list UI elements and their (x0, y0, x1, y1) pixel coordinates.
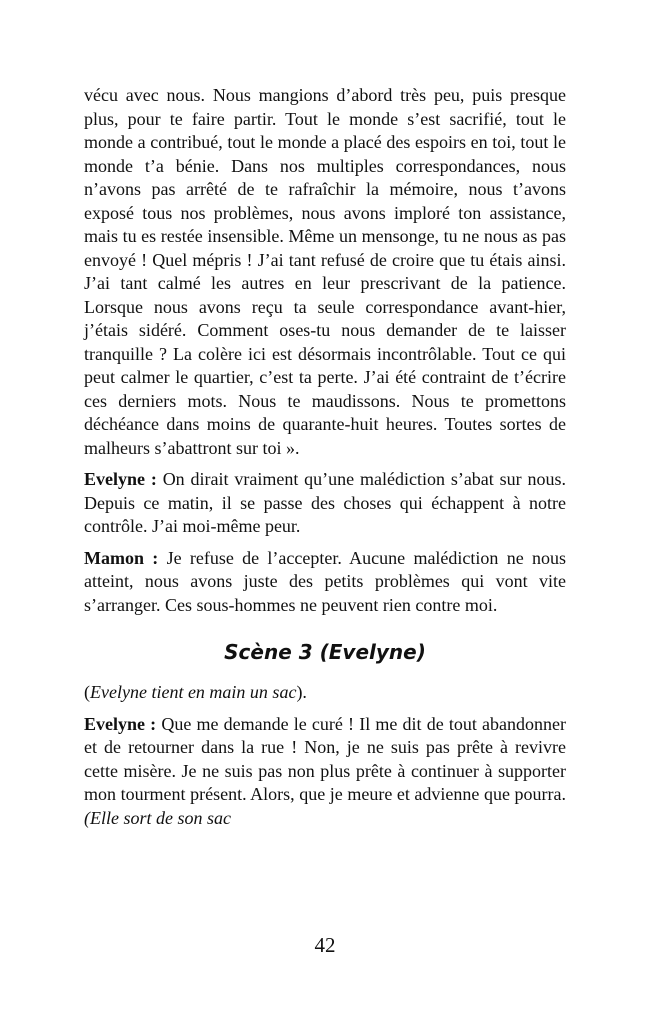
dialogue-evelyne-1 (84, 468, 566, 539)
dialogue-text: On dirait vraiment qu’une malédiction s’abat sur nous. Depuis ce matin, il se passe des choses qui échappent à notre contrôle. J’ai moi-même peur. (84, 469, 566, 536)
speaker-name: Evelyne : (84, 469, 157, 489)
dialogue-text: Que me demande le curé ! Il me dit de tout abandonner et de retourner dans la rue ! Non, je ne suis pas prête à revivre cette misère. Je ne suis pas non plus prête à continuer à supporter mon tourment présent. Alors, que je meure et advienne que pourra. (84, 713, 566, 804)
letter-paragraph: vécu avec nous. Nous mangions d’abord très peu, puis presque plus, pour te faire partir. Tout le monde s’est sacrifié, tout le monde a contribué, tout le monde a placé des espoirs en toi, tout le monde t’a bénie. Dans nos multiples correspondances, nous n’avons pas arrêté de te rafraîchir la mémoire, nous t’avons exposé tous nos problèmes, nous avons imploré ton assistance, mais tu es restée insensible. Même un mensonge, tu ne nous as pas envoyé ! Quel mépris ! J’ai tant refusé de croire que tu étais ainsi. J’ai tant calmé les autres en leur prescrivant de la patience. Lorsque nous avons reçu ta seule correspondance avant-hier, j’étais sidéré. Comment oses-tu nous demander de te laisser tranquille ? La colère ici est désormais incontrôlable. Tout ce qui peut calmer le quartier, c’est ta perte. J’ai été contraint de t’écrire ces derniers mots. Nous te maudissons. Nous te promettons déchéance dans moins de quarante-huit heures. Toutes sortes de malheurs s’abattront sur toi ». (84, 85, 566, 458)
dialogue-evelyne-2 (84, 713, 566, 831)
dialogue-text: Je refuse de l’accepter. Aucune malédiction ne nous atteint, nous avons juste des petits problèmes qui vont vite s’arranger. Ces sous-hommes ne peuvent rien contre moi. (84, 547, 566, 615)
speaker-name: Mamon : (84, 547, 159, 568)
stage-paren-open: ( (84, 682, 90, 702)
stage-direction-text: Evelyne tient en main un sac (90, 682, 297, 702)
page-number: 42 (314, 933, 336, 957)
scene-title: Scène 3 (Evelyne) (224, 640, 426, 664)
dialogue-mamon (84, 547, 566, 618)
stage-direction (84, 681, 566, 705)
stage-paren-close: ). (296, 682, 307, 702)
book-page (84, 84, 566, 838)
speaker-name: Evelyne : (84, 713, 157, 734)
dialogue-stage-italic: (Elle sort de son sac (84, 807, 231, 828)
